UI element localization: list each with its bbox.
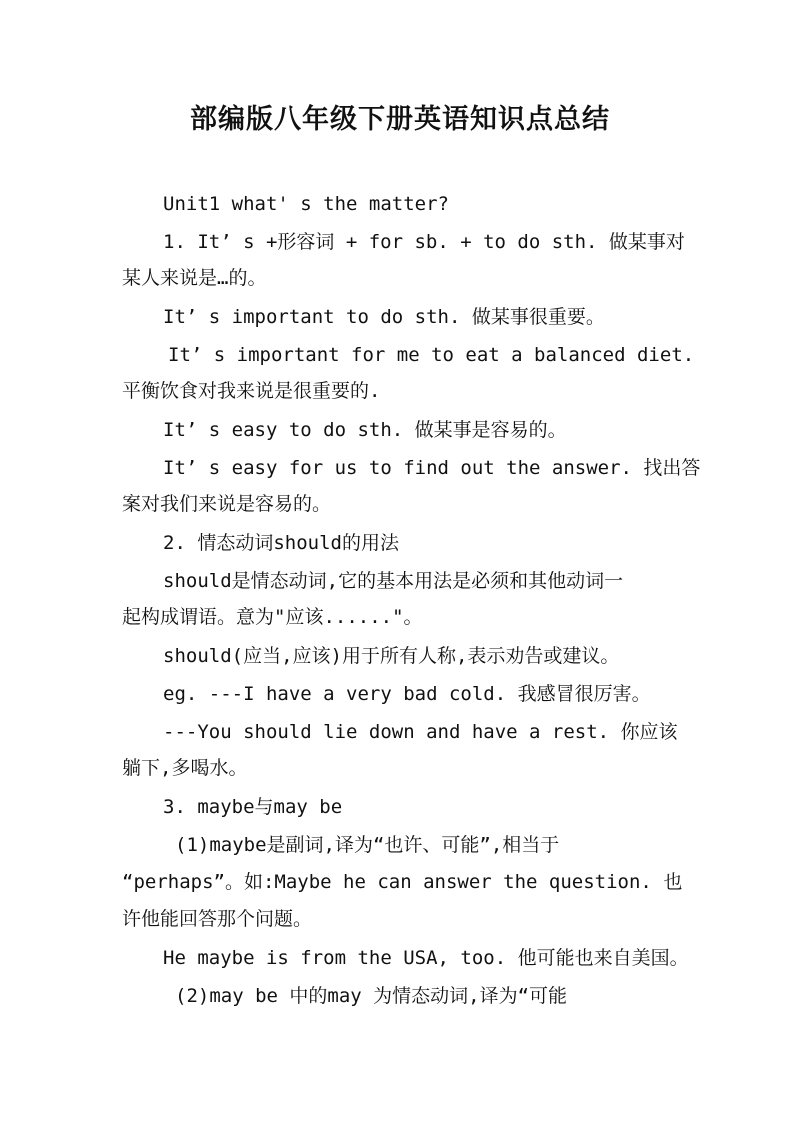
example-bad-cold: eg. ---I have a very bad cold. 我感冒很厉害。 xyxy=(163,683,651,705)
maybe-explanation-line-2: “perhaps”。如:Maybe he can answer the question. 也 xyxy=(122,871,683,893)
should-meaning: should(应当,应该)用于所有人称,表示劝告或建议。 xyxy=(163,645,620,667)
maybe-explanation-line-1: (1)maybe是副词,译为“也许、可能”,相当于 xyxy=(175,834,560,856)
point-1-line-2: 某人来说是…的。 xyxy=(122,267,267,289)
page-title: 部编版八年级下册英语知识点总结 xyxy=(190,104,610,135)
example-rest-line-2: 躺下,多喝水。 xyxy=(122,757,248,779)
point-3-heading: 3. maybe与may be xyxy=(163,796,343,818)
example-find-answer-translation: 案对我们来说是容易的。 xyxy=(122,493,332,515)
should-usage-line-2: 起构成谓语。意为"应该......"。 xyxy=(122,606,423,628)
example-rest-line-1: ---You should lie down and have a rest. 你应该 xyxy=(163,721,678,743)
unit-heading: Unit1 what' s the matter? xyxy=(163,193,449,215)
point-1-line-1: 1. It’ s +形容词 + for sb. + to do sth. 做某事对 xyxy=(163,231,685,253)
maybe-explanation-line-3: 许他能回答那个问题。 xyxy=(122,908,313,930)
example-easy: It’ s easy to do sth. 做某事是容易的。 xyxy=(163,419,567,441)
example-balanced-diet-translation: 平衡饮食对我来说是很重要的. xyxy=(122,380,381,402)
point-2-heading: 2. 情态动词should的用法 xyxy=(163,532,399,554)
example-usa: He maybe is from the USA, too. 他可能也来自美国。 xyxy=(163,947,689,969)
may-be-explanation-line-1: (2)may be 中的may 为情态动词,译为“可能 xyxy=(175,985,568,1007)
example-important: It’ s important to do sth. 做某事很重要。 xyxy=(163,306,605,328)
should-usage-line-1: should是情态动词,它的基本用法是必须和其他动词一 xyxy=(163,570,624,592)
example-balanced-diet: It’ s important for me to eat a balanced diet. xyxy=(168,344,695,366)
example-find-answer: It’ s easy for us to find out the answer. 找出答 xyxy=(163,457,701,479)
